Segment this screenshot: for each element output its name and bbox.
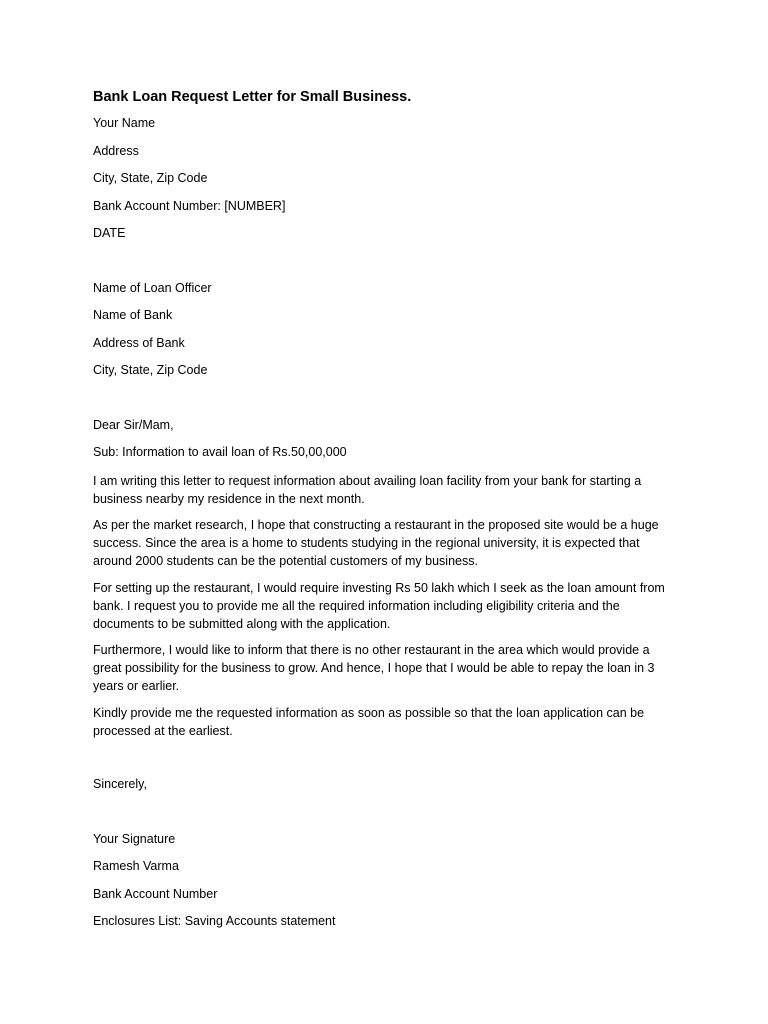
body-paragraph: As per the market research, I hope that constructing a restaurant in the proposed site would be a huge success. Since the area is a home to students studying in the regional university, it is expected that around 2000 students can be the potential customers of my business.: [93, 518, 659, 568]
recipient-city-state-zip: City, State, Zip Code: [93, 363, 208, 377]
body-paragraph: Furthermore, I would like to inform that there is no other restaurant in the area which would provide a great possibility for the business to grow. And hence, I hope that I would be able to repay the loan in 3 years or earlier.: [93, 643, 655, 693]
enclosures-list: Enclosures List: Saving Accounts statement: [93, 914, 336, 928]
sender-city-state-zip: City, State, Zip Code: [93, 171, 208, 185]
signature-line: Your Signature: [93, 831, 176, 846]
recipient-officer: Name of Loan Officer: [93, 280, 212, 295]
body-paragraph: For setting up the restaurant, I would require investing Rs 50 lakh which I seek as the loan amount from bank. I request you to provide me all the required information including eligibility criteria and the documents to be submitted along with the application.: [93, 580, 665, 631]
letter-body: [93, 87, 681, 941]
letter-date: DATE: [93, 226, 126, 240]
signer-account-number: Bank Account Number: [93, 886, 218, 901]
recipient-bank-address: Address of Bank: [93, 335, 185, 350]
sender-account-number: Bank Account Number: [NUMBER]: [93, 198, 286, 213]
signer-name: Ramesh Varma: [93, 859, 179, 873]
body-paragraph: I am writing this letter to request information about availing loan facility from your bank for starting a business nearby my residence in the next month.: [93, 473, 642, 506]
subject-line: Sub: Information to avail loan of Rs.50,00,000: [93, 445, 347, 459]
closing: Sincerely,: [93, 777, 147, 791]
document-title: Bank Loan Request Letter for Small Business.: [93, 89, 412, 105]
recipient-bank-name: Name of Bank: [93, 308, 173, 322]
salutation: Dear Sir/Mam,: [93, 417, 174, 432]
sender-address: Address: [93, 143, 139, 158]
body-paragraph: Kindly provide me the requested information as soon as possible so that the loan application can be processed at the earliest.: [93, 705, 645, 738]
sender-name: Your Name: [93, 116, 156, 130]
